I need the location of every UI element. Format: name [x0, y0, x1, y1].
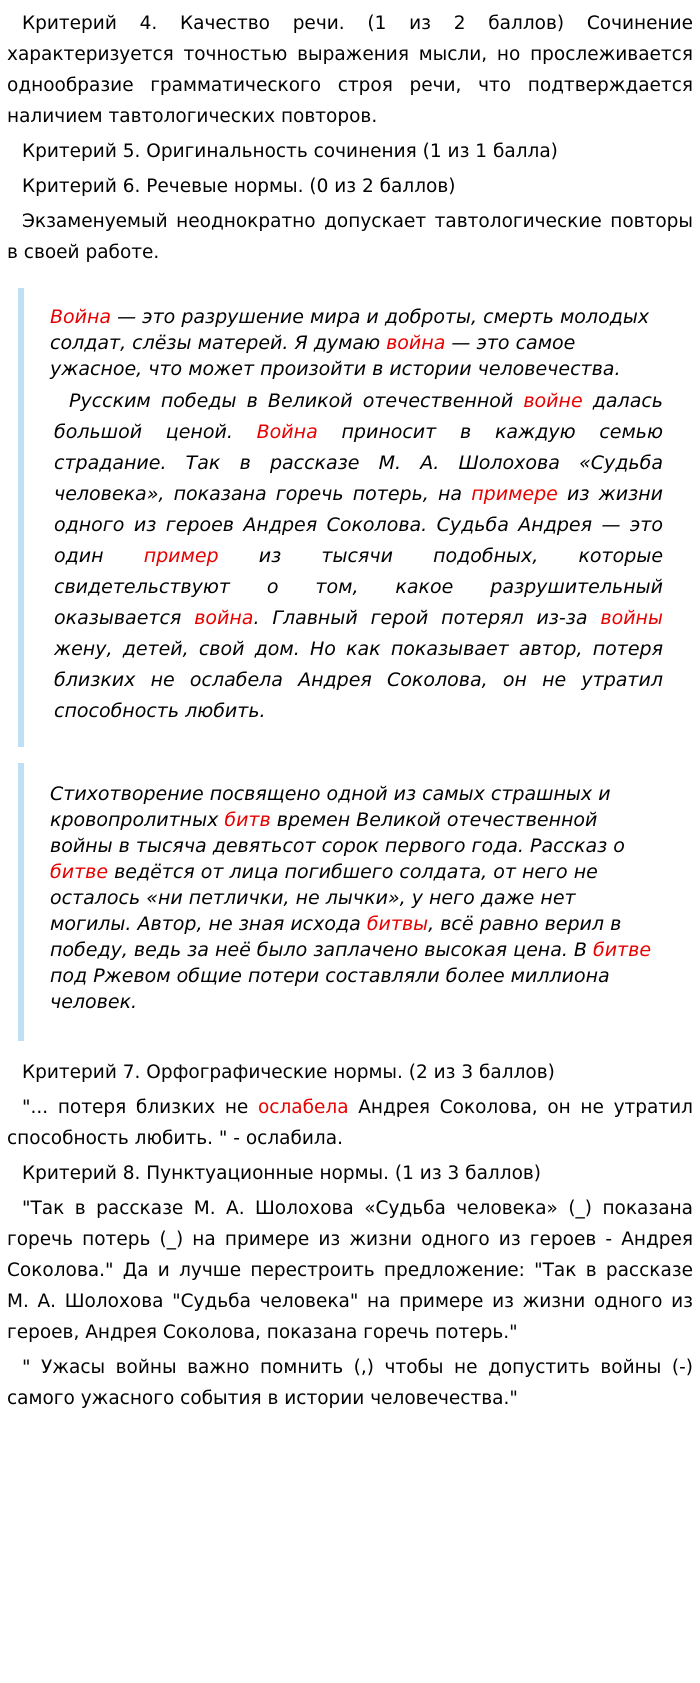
criterion-8-comment-2: " Ужасы войны важно помнить (,) чтобы не допустить войны (-) самого ужасного события в истории человечества."	[7, 1357, 693, 1409]
quote-text: из жизни одного из героев Андрея Соколова. Судьба Андрея — это один	[54, 483, 663, 567]
quote-1-intro	[50, 304, 663, 382]
highlight-word: примере	[471, 483, 558, 505]
criterion-6-comment: Экзаменуемый неоднократно допускает тавтологические повторы в своей работе.	[7, 211, 693, 263]
quote-text: — это самое ужасное, что может произойти в истории человечества.	[50, 332, 621, 380]
highlight-word: битве	[50, 861, 109, 883]
quote-text: Русским победы в Великой отечественной	[69, 390, 524, 412]
highlight-word: война	[194, 607, 254, 629]
criterion-4-paragraph: Критерий 4. Качество речи. (1 из 2 баллов) Сочинение характеризуется точностью выражения мысли, но прослеживается однообразие грамматического строя речи, что подтверждается наличием тавтологических повторов.	[7, 13, 693, 127]
quote-text: , всё равно верил в победу, ведь за неё было заплачено высокая цена. В	[50, 913, 622, 961]
quote-2-paragraph	[50, 781, 663, 1015]
quote-text: приносит в каждую семью страдание. Так в рассказе М. А. Шолохова «Судьба человека», показана горечь потерь, на	[54, 421, 663, 505]
quote-text: из тысячи подобных, которые свидетельствуют о том, какое разрушительный оказывается	[54, 545, 664, 629]
comment-text: "... потеря близких не	[22, 1097, 258, 1118]
quote-text: времен Великой отечественной войны в тысяча девятьсот сорок первого года. Рассказ о	[50, 809, 625, 857]
criterion-8-comment-1: "Так в рассказе М. А. Шолохова «Судьба человека» (_) показана горечь потерь (_) на примере из жизни одного из героев - Андрея Соколова." Да и лучше перестроить предложение: "Так в рассказе М. А. Шолохова "Судьба человека" на примере из жизни одного из героев, Андрея Соколова, показана горечь потерь."	[7, 1198, 693, 1343]
criterion-8-paragraph: Критерий 8. Пунктуационные нормы. (1 из 3 баллов)	[22, 1163, 542, 1184]
highlight-word: война	[386, 332, 446, 354]
quote-text: Стихотворение посвящено одной из самых страшных и кровопролитных	[50, 783, 611, 831]
highlight-word: битвы	[366, 913, 429, 935]
comment-text: Андрея Соколова, он не утратил способность любить. " - ослабила.	[7, 1097, 693, 1149]
highlight-word: ослабела	[257, 1097, 349, 1118]
criterion-7-comment	[7, 1092, 693, 1154]
highlight-word: Война	[50, 306, 112, 328]
quote-1-paragraph	[54, 386, 663, 727]
highlight-word: битв	[224, 809, 271, 831]
essay-quote-1	[18, 288, 693, 747]
criterion-6-paragraph: Критерий 6. Речевые нормы. (0 из 2 баллов)	[22, 176, 456, 197]
highlight-word: Война	[256, 421, 318, 443]
quote-text: . Главный герой потерял из-за	[253, 607, 601, 629]
quote-text: ведётся от лица погибшего солдата, от него не осталось «ни петлички, не лычки», у него даже нет могилы. Автор, не зная исхода	[50, 861, 598, 935]
essay-quote-2	[18, 763, 693, 1041]
highlight-word: войне	[523, 390, 583, 412]
quote-text: далась большой ценой.	[54, 390, 663, 443]
quote-text: под Ржевом общие потери составляли более миллиона человек.	[50, 965, 610, 1013]
highlight-word: пример	[143, 545, 219, 567]
quote-text: — это разрушение мира и доброты, смерть молодых солдат, слёзы матерей. Я думаю	[50, 306, 650, 354]
quote-text: жену, детей, свой дом. Но как показывает автор, потеря близких не ослабела Андрея Соколова, он не утратил способность любить.	[54, 638, 663, 722]
highlight-word: битве	[592, 939, 652, 961]
criterion-5-paragraph: Критерий 5. Оригинальность сочинения (1 из 1 балла)	[22, 141, 558, 162]
highlight-word: войны	[600, 607, 663, 629]
criterion-7-paragraph: Критерий 7. Орфографические нормы. (2 из 3 баллов)	[22, 1062, 555, 1083]
